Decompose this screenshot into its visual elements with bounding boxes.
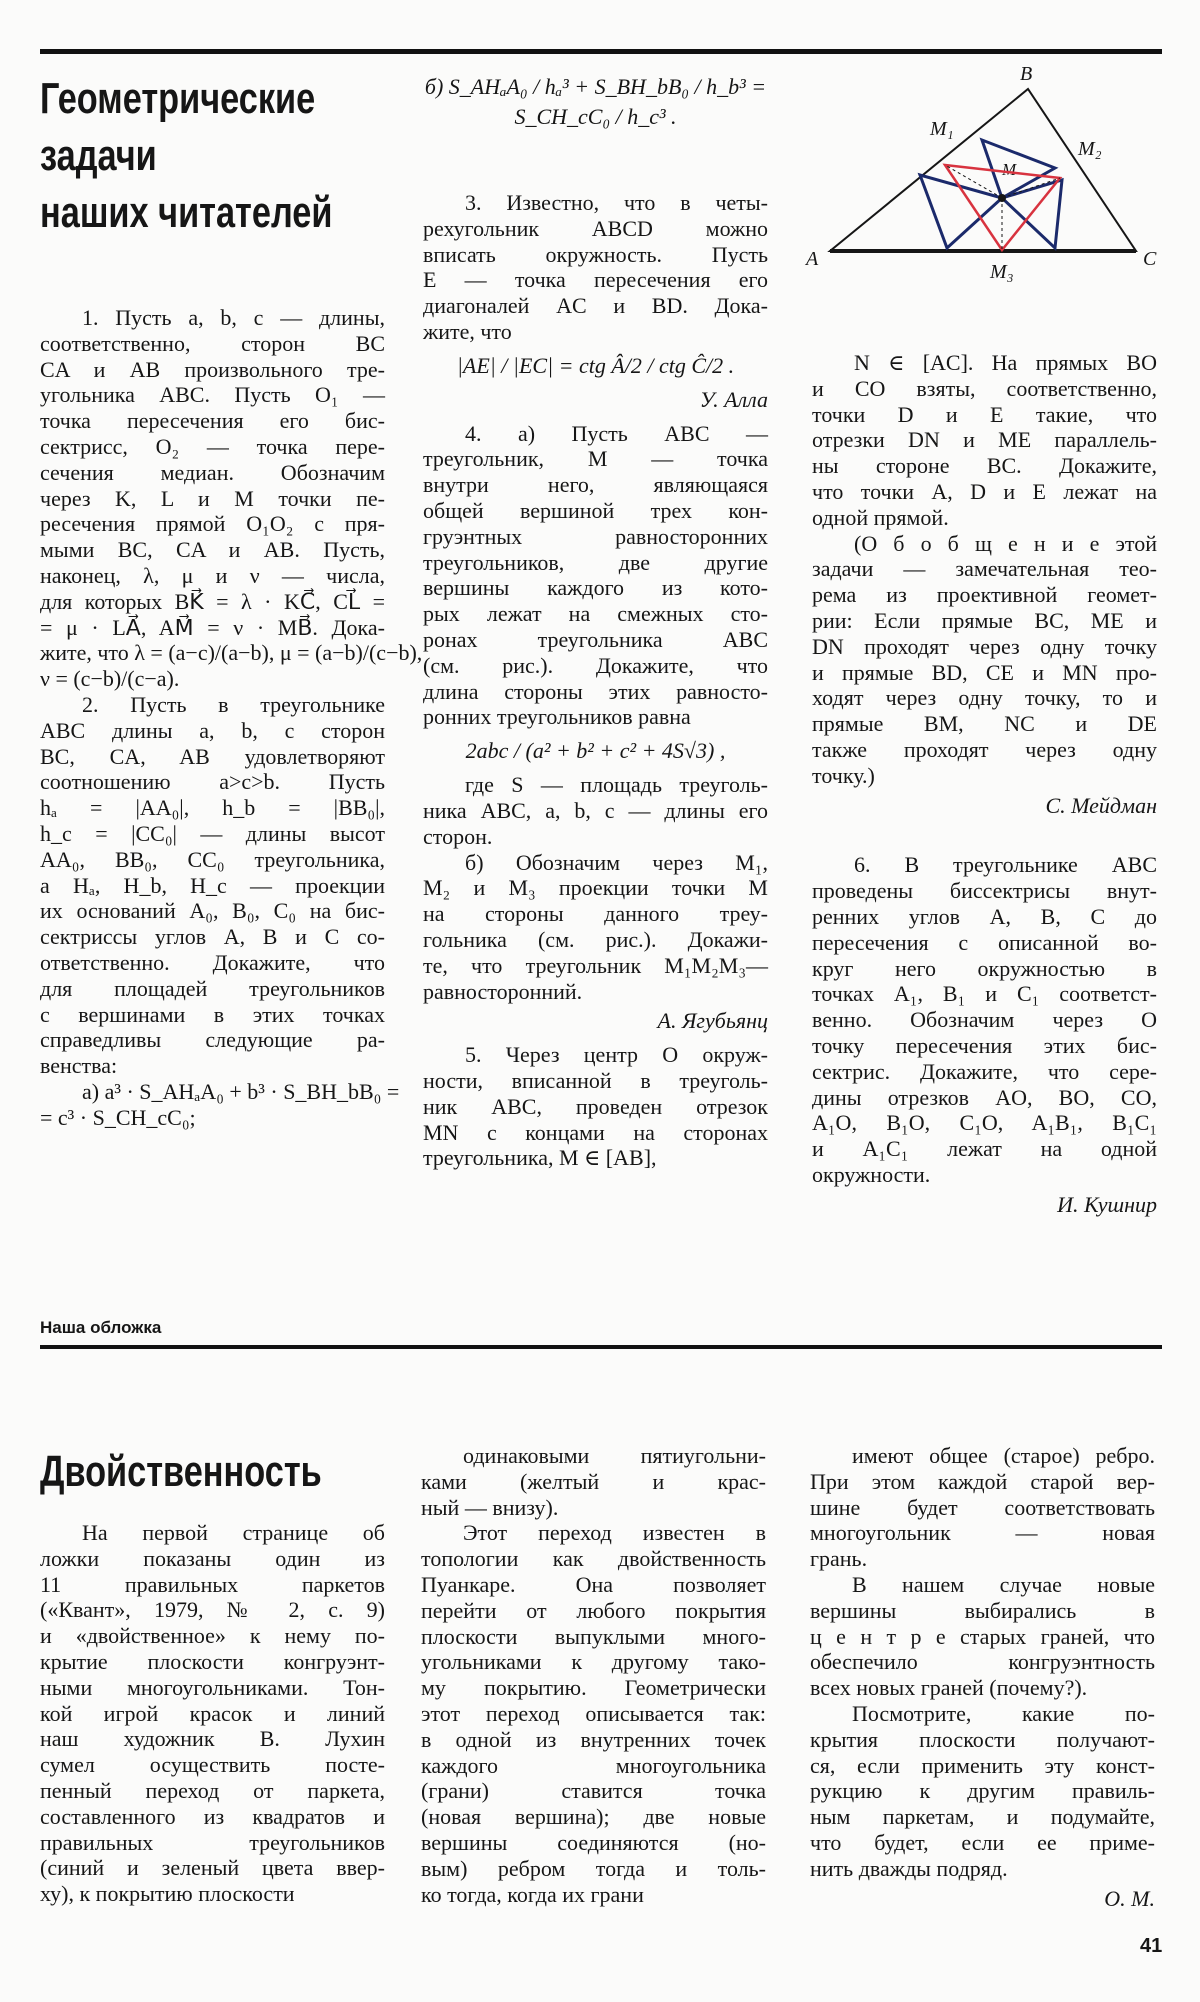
text-line: ности, вписанной в треуголь- (423, 1067, 768, 1093)
text-line: вершины каждого из кото- (423, 575, 768, 601)
text-line: прямые BM, NC и DE (812, 711, 1157, 737)
author-signature: С. Мейдман (1045, 792, 1157, 818)
paragraph (810, 1443, 1155, 1572)
text-line: 1. Пусть a, b, c — длины, (82, 305, 385, 330)
text-line: сектрисс, O₂ — точка пере- (40, 433, 385, 459)
paragraph (423, 1042, 768, 1171)
text-line: проведены биссектрисы внут- (812, 878, 1157, 904)
text-line: также проходят через одну (812, 736, 1157, 762)
text-line: ABC длины a, b, c сторон (40, 717, 385, 743)
text-line: E — точка пересечения его (423, 267, 768, 293)
text-line: вписать окружность. Пусть (423, 241, 768, 267)
text-line: 5. Через центр O окруж- (465, 1042, 768, 1068)
text-line: одной прямой. (812, 504, 949, 530)
text-line: отрезки DN и ME параллель- (812, 427, 1157, 453)
text-line: ходят через одну точку, то и (812, 685, 1157, 711)
page-number: 41 (1140, 1935, 1163, 1957)
text-line: точки D и E такие, что (812, 401, 1157, 427)
text-line: нить дважды подряд. (810, 1855, 1008, 1881)
text-line: общей вершиной трех кон- (423, 497, 768, 523)
paragraph (40, 1520, 385, 1907)
text-line: ц е н т р е старых граней, что (810, 1623, 1155, 1649)
text-line: этот переход описывается так: (421, 1700, 766, 1726)
paragraph (421, 1443, 766, 1520)
paragraph (421, 1520, 766, 1907)
text-line: одинаковыми пятиугольни- (463, 1443, 766, 1468)
text-line: (О б о б щ е н и е этой (854, 530, 1157, 556)
text-line: ник ABC, проведен отрезок (423, 1093, 768, 1119)
text-line: ν = (c−b)/(c−a). (40, 666, 180, 692)
text-line: сумел осуществить посте- (40, 1752, 385, 1778)
paragraph (40, 692, 385, 1079)
text-line: имеют общее (старое) ребро. (852, 1443, 1155, 1468)
text-line: (грани) ставится точка (421, 1778, 766, 1804)
label-M: M (1002, 160, 1017, 179)
text-line: На первой странице об (82, 1520, 385, 1545)
text-line: правильных треугольников (40, 1829, 385, 1855)
text-line: (синий и зеленый цвета ввер- (40, 1855, 385, 1881)
text-line: угольниками к другому тако- (421, 1649, 766, 1675)
text-line: сторон. (423, 823, 493, 849)
paragraph (810, 1572, 1155, 1701)
author-signature: У. Алла (699, 386, 768, 412)
text-line: справедливы следующие ра- (40, 1027, 385, 1053)
text-line: вершины выбирались в (810, 1597, 1155, 1623)
text-line: ложки показаны один из (40, 1545, 385, 1571)
label-B: B (1020, 63, 1033, 85)
text-line: обеспечило конгруэнтность (810, 1649, 1155, 1675)
text-line: му покрытию. Геометрически (421, 1675, 766, 1701)
text-line: CA и AB произвольного тре- (40, 356, 385, 382)
text-line: Посмотрите, какие по- (852, 1700, 1155, 1726)
label-M3: M₃ (990, 261, 1014, 283)
text-line: ренних углов A, B, C до (812, 903, 1157, 929)
text-line: жите, что (423, 318, 512, 344)
text-line: венно. Обозначим через O (812, 1007, 1157, 1033)
text-line: наш художник В. Лухин (40, 1726, 385, 1752)
text-line: дины отрезков AO, BO, CO, (812, 1084, 1157, 1110)
text-line: треугольника, M ∈ [AB], (423, 1145, 657, 1171)
text-line: круг него окружностью в (812, 955, 1157, 981)
text-line: гольника (см. рис.). Докажи- (423, 926, 768, 952)
text-line: каждого многоугольника (421, 1752, 766, 1778)
author-signature: А. Ягубьянц (657, 1008, 768, 1034)
text-line: ронних треугольников равна (423, 704, 691, 730)
spacer (423, 138, 768, 164)
text-line: Этот переход известен в (463, 1520, 766, 1546)
text-line: внутри него, являющаяся (423, 472, 768, 498)
text-line: многоугольник — новая (810, 1520, 1155, 1546)
text-line: h_c = |CC₀| — длины высот (40, 820, 385, 846)
text-line: 2. Пусть в треугольнике (82, 691, 385, 717)
text-line: ху), к покрытию плоскости (40, 1881, 295, 1907)
text-line: рии: Если прямые BC, ME и (812, 607, 1157, 633)
text-line: всех новых граней (почему?). (810, 1675, 1088, 1701)
text-line: груэнтных равносторонних (423, 523, 768, 549)
paragraph (423, 421, 768, 731)
text-line: BC, CA, AB удовлетворяют (40, 743, 385, 769)
text-line: 6. В треугольнике ABC (854, 852, 1157, 878)
section-rule (40, 1345, 1162, 1349)
text-line: крытия плоскости получают- (810, 1726, 1155, 1752)
text-line: диагоналей AC и BD. Дока- (423, 293, 768, 319)
text-line: AA₀, BB₀, CC₀ треугольника, (40, 846, 385, 872)
text-line: окружности. (812, 1161, 931, 1187)
text-line: треугольников, две другие (423, 549, 768, 575)
title-line: Геометрические (40, 74, 316, 123)
text-line: сечения медиан. Обозначим (40, 459, 385, 485)
paragraph (423, 850, 768, 1005)
paragraph (423, 190, 768, 345)
text-line: hₐ = |AA₀|, h_b = |BB₀|, (40, 795, 385, 821)
text-line: крытие плоскости конгруэнт- (40, 1648, 385, 1674)
text-line: ника ABC, a, b, c — длины его (423, 797, 768, 823)
text-line: и «двойственное» к нему по- (40, 1623, 385, 1649)
text-line: ны стороне BC. Докажите, (812, 453, 1157, 479)
text-line: a Hₐ, H_b, H_c — проекции (40, 872, 385, 898)
article1-column-1 (40, 305, 423, 1131)
text-line: что точки A, D и E лежат на (812, 478, 1157, 504)
text-line: ся, если применить эту конст- (810, 1752, 1155, 1778)
text-line: точку пересечения этих бис- (812, 1032, 1157, 1058)
text-line: и прямые BD, CE и MN про- (812, 659, 1157, 685)
text-line: для которых BK⃗ = λ · KC⃗, CL⃗ = (40, 588, 385, 614)
text-line: угольника ABC. Пусть O₁ — (40, 382, 385, 408)
text-line: наконец, λ, μ и ν — числа, (40, 562, 385, 588)
text-line: ответственно. Докажите, что (40, 949, 385, 975)
label-A: A (806, 248, 819, 270)
title-line: наших читателей (40, 188, 333, 237)
paragraph (40, 305, 423, 692)
text-line: точка пересечения его бис- (40, 408, 385, 434)
text-line: жите, что λ = (a−c)/(a−b), μ = (a−b)/(c−b), (40, 640, 423, 666)
formula: 2abc / (a² + b² + c² + 4S√3) , (465, 738, 726, 764)
text-line: точку.) (812, 762, 875, 788)
formula: |AE| / |EC| = ctg Â/2 / ctg Ĉ/2 . (456, 352, 735, 378)
text-line: рых лежат на смежных сто- (423, 601, 768, 627)
text-line: грань. (810, 1546, 868, 1572)
text-line: перейти от любого покрытия (421, 1597, 766, 1623)
spacer (423, 164, 768, 190)
text-line: 3. Известно, что в четы- (465, 190, 768, 215)
formula: б) S_AHₐA₀ / hₐ³ + S_BH_bB₀ / h_b³ = S_CH_cC₀ / h_c³ . (424, 74, 767, 129)
paragraph (40, 1078, 400, 1131)
text-line: 4. а) Пусть ABC — (465, 420, 768, 446)
text-line: мыми BC, CA и AB. Пусть, (40, 537, 385, 563)
triangle-figure (800, 60, 1170, 290)
text-line: а) a³ · S_AHₐA₀ + b³ · S_BH_bB₀ = (82, 1078, 400, 1104)
author-signature: О. М. (1104, 1885, 1155, 1911)
text-line: с вершинами в этих точках (40, 1001, 385, 1027)
title-line: задачи (40, 131, 157, 180)
article2-column-1 (40, 1520, 385, 1907)
text-line: При этом каждой старой вер- (810, 1468, 1155, 1494)
text-line: те, что треугольник M₁M₂M₃— (423, 952, 768, 978)
text-line: через K, L и M точки пе- (40, 485, 385, 511)
text-line: треугольник, M — точка (423, 446, 768, 472)
text-line: = μ · LA⃗, AM⃗ = ν · MB⃗. Дока- (40, 614, 385, 640)
article2-title: Двойственность (40, 1447, 322, 1496)
text-line: A₁O, B₁O, C₁O, A₁B₁, B₁C₁ (812, 1110, 1157, 1136)
label-M2: M₂ (1078, 138, 1102, 160)
label-M1: M₁ (930, 118, 954, 140)
text-line: MN с концами на сторонах (423, 1119, 768, 1145)
label-C: C (1143, 248, 1157, 270)
text-line: б) Обозначим через M₁, (465, 849, 768, 875)
article-title (40, 70, 333, 241)
text-line: в одной из внутренних точек (421, 1726, 766, 1752)
text-line: на стороны данного треу- (423, 901, 768, 927)
text-line: для площадей треугольников (40, 975, 385, 1001)
text-line: («Квант», 1979, № 2, с. 9) (40, 1597, 385, 1623)
text-line: их оснований A₀, B₀, C₀ на бис- (40, 898, 385, 924)
text-line: ронах треугольника ABC (423, 626, 768, 652)
text-line: соответственно, сторон BC (40, 330, 385, 356)
text-line: сектриссы углов A, B и C со- (40, 924, 385, 950)
text-line: кой игрой красок и линий (40, 1700, 385, 1726)
text-line: ками (желтый и крас- (421, 1468, 766, 1494)
top-rule (40, 49, 1162, 54)
text-line: и CO взяты, соответственно, (812, 375, 1157, 401)
text-line: плоскости выпуклыми много- (421, 1623, 766, 1649)
text-line: DN проходят через одну точку (812, 633, 1157, 659)
article2-column-3 (810, 1443, 1155, 1919)
paragraph (812, 852, 1157, 1187)
article1-column-2 (423, 66, 768, 1171)
text-line: = c³ · S_CH_cC₀; (40, 1104, 196, 1130)
text-line: пересечения с описанной во- (812, 929, 1157, 955)
text-line: длина стороны этих равносто- (423, 678, 768, 704)
text-line: N ∈ [AC]. На прямых BO (854, 350, 1157, 375)
text-line: 11 правильных паркетов (40, 1571, 385, 1597)
text-line: вым) ребром тогда и толь- (421, 1855, 766, 1881)
text-line: (см. рис.). Докажите, что (423, 652, 768, 678)
text-line: где S — площадь треуголь- (465, 772, 768, 798)
article2-column-2 (421, 1443, 766, 1907)
text-line: и A₁C₁ лежат на одной (812, 1136, 1157, 1162)
section-label: Наша обложка (40, 1318, 162, 1337)
text-line: ными многоугольниками. Тон- (40, 1674, 385, 1700)
text-line: ный — внизу). (421, 1494, 559, 1520)
text-line: соотношению a>c>b. Пусть (40, 769, 385, 795)
paragraph (810, 1701, 1155, 1882)
text-line: равносторонний. (423, 978, 583, 1004)
text-line: шине будет соответствовать (810, 1494, 1155, 1520)
text-line: M₂ и M₃ проекции точки M (423, 875, 768, 901)
text-line: точках A₁, B₁ и C₁ соответст- (812, 981, 1157, 1007)
spacer (812, 826, 1157, 852)
paragraph (812, 350, 1157, 531)
text-line: (новая вершина); две новые (421, 1804, 766, 1830)
text-line: рукцию к другим правиль- (810, 1778, 1155, 1804)
text-line: Пуанкаре. Она позволяет (421, 1571, 766, 1597)
article1-column-3 (812, 350, 1157, 1226)
text-line: сектрис. Докажите, что сере- (812, 1058, 1157, 1084)
text-line: топологии как двойственность (421, 1546, 766, 1572)
text-line: венства: (40, 1053, 118, 1079)
text-line: задачи — замечательная тео- (812, 556, 1157, 582)
text-line: пенный переход от паркета, (40, 1777, 385, 1803)
text-line: ко тогда, когда их грани (421, 1881, 644, 1907)
text-line: вершины соединяются (но- (421, 1829, 766, 1855)
text-line: рехугольник ABCD можно (423, 215, 768, 241)
text-line: рема из проективной геомет- (812, 582, 1157, 608)
author-signature: И. Кушнир (1057, 1191, 1157, 1217)
paragraph (423, 772, 768, 849)
text-line: ресечения прямой O₁O₂ с пря- (40, 511, 385, 537)
paragraph (812, 531, 1157, 789)
text-line: составленного из квадратов и (40, 1803, 385, 1829)
text-line: что будет, если ее приме- (810, 1829, 1155, 1855)
text-line: В нашем случае новые (852, 1571, 1155, 1597)
text-line: ным паркетам, и подумайте, (810, 1804, 1155, 1830)
